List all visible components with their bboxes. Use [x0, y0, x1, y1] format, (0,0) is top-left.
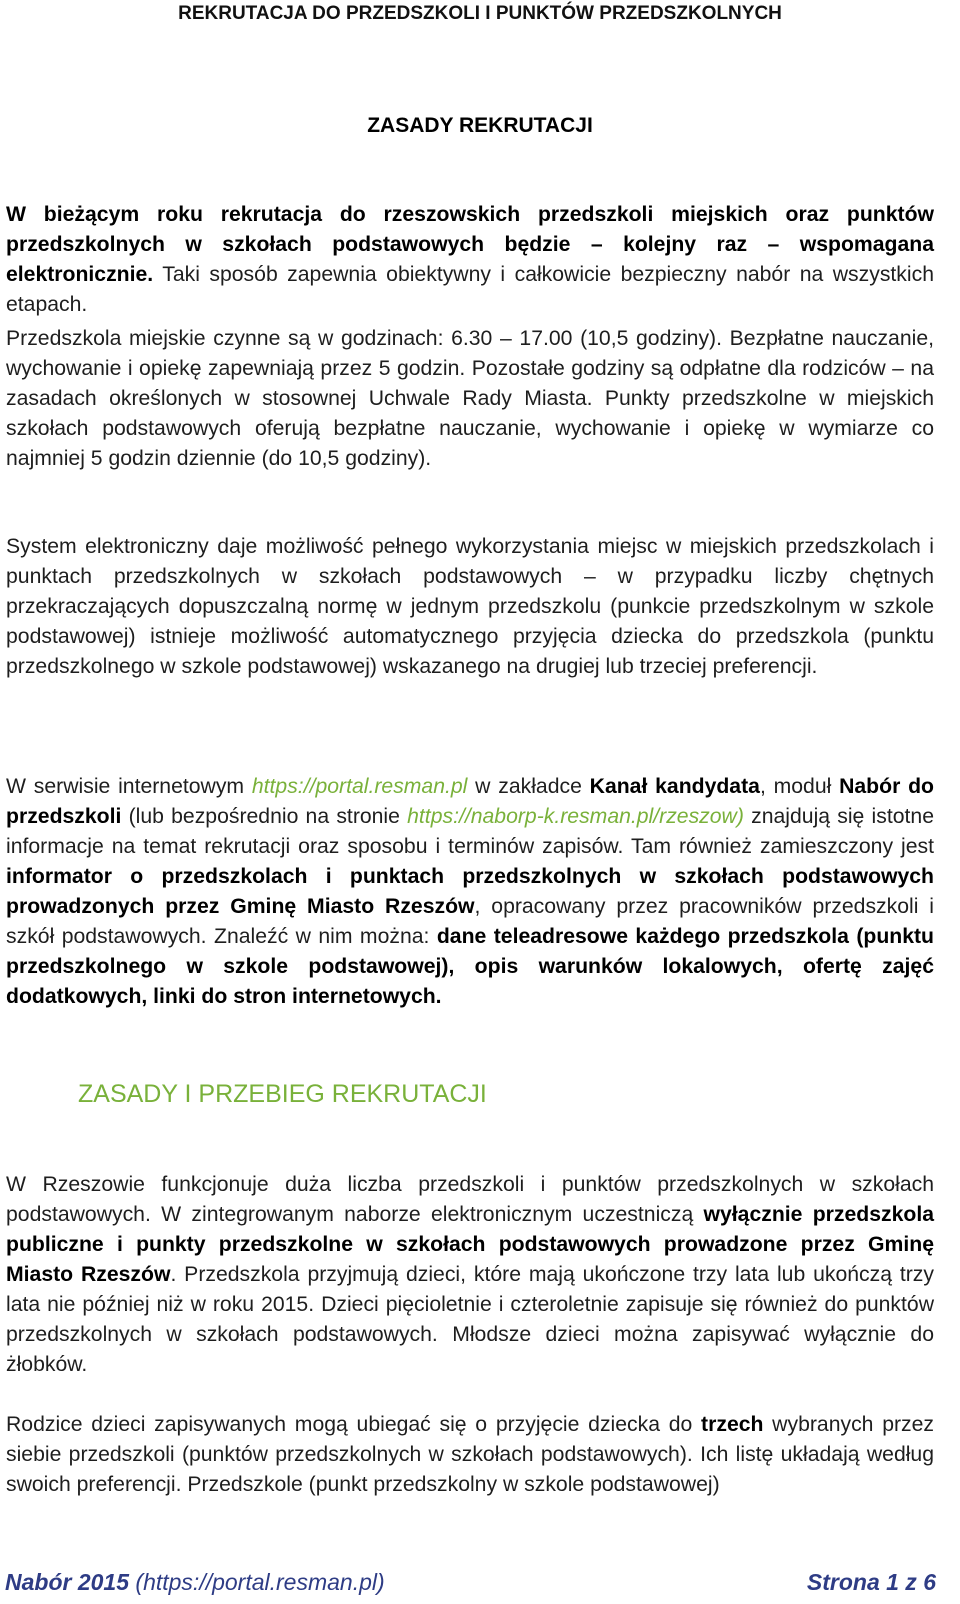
- footer-nabor: Nabór 2015: [5, 1569, 130, 1595]
- text-span: (lub bezpośrednio na stronie: [121, 805, 408, 828]
- naborp-link[interactable]: https://naborp-k.resman.pl/rzeszow): [407, 805, 744, 828]
- nabor-bold: Nabór do przedszkoli: [6, 775, 934, 828]
- trzech-bold: trzech: [701, 1413, 764, 1436]
- intro-bold-text: W bieżącym roku rekrutacja do rzeszowskich przedszkoli miejskich oraz punktów przedszkolnych w szkołach podstawowych będzie – kolejny raz – wspomagana elektronicznie.: [6, 203, 934, 286]
- footer-portal-url: (https://portal.resman.pl): [129, 1569, 385, 1595]
- section-title-zasady-i-przebieg: ZASADY I PRZEBIEG REKRUTACJI: [78, 1080, 487, 1108]
- paragraph-intro: [6, 200, 934, 320]
- footer-left: [5, 1569, 385, 1596]
- paragraph-rzeszow: [6, 1170, 934, 1380]
- text-span: Rodzice dzieci zapisywanych mogą ubiegać się o przyjęcie dziecka do: [6, 1413, 702, 1436]
- text-span: wybranych przez siebie przedszkoli (punktów przedszkolnych w szkołach podstawowych). Ich listę układają według swoich preferencji. Przedszkole (punkt przedszkolny w szkole podstawowej): [6, 1413, 935, 1496]
- kanal-kandydata-bold: Kanał kandydata: [589, 775, 760, 798]
- text-span: , opracowany przez pracowników przedszkoli i szkół podstawowych. Znaleźć w nim można:: [6, 895, 935, 948]
- text-span: W Rzeszowie funkcjonuje duża liczba przedszkoli i punktów przedszkolnych w szkołach podstawowych. W zintegrowanym naborze elektronicznym uczestniczą: [6, 1173, 934, 1226]
- paragraph-system: System elektroniczny daje możliwość pełnego wykorzystania miejsc w miejskich przedszkolach i punktach przedszkolnych w szkołach podstawowych – w przypadku liczby chętnych przekraczających dopuszczalną normę w jednym przedszkolu (punkcie przedszkolnym w szkole podstawowej) istnieje możliwość automatycznego przyjęcia dziecka do przedszkola (punktu przedszkolnego w szkole podstawowej) wskazanego na drugiej lub trzeciej preferencji.: [6, 535, 934, 678]
- paragraph-portal: [6, 772, 934, 1012]
- paragraph-parents: [6, 1410, 934, 1500]
- text-span: , moduł: [759, 775, 840, 798]
- wylacznie-bold: wyłącznie przedszkola publiczne i punkty przedszkolne w szkołach podstawowych prowadzone przez Gminę Miasto Rzeszów: [6, 1203, 934, 1286]
- text-span: . Przedszkola przyjmują dzieci, które mają ukończone trzy lata lub ukończą trzy lata nie później niż w roku 2015. Dzieci pięcioletnie i czteroletnie zapisuje się również do punktów przedszkolnych w szkołach podstawowych. Młodsze dzieci można zapisywać wyłącznie do żłobków.: [6, 1263, 934, 1376]
- dane-bold: dane teleadresowe każdego przedszkola (punktu przedszkolnego w szkole podstawowej), opis warunków lokalowych, ofertę zajęć dodatkowych, linki do stron internetowych.: [6, 925, 934, 1008]
- section-title-zasady-rekrutacji: ZASADY REKRUTACJI: [367, 114, 593, 137]
- text-span: w zakładce: [467, 775, 590, 798]
- page-number: Strona 1 z 6: [806, 1569, 936, 1595]
- informator-bold: informator o przedszkolach i punktach przedszkolnych w szkołach podstawowych prowadzonych przez Gminę Miasto Rzeszów: [6, 865, 934, 918]
- intro-text: Taki sposób zapewnia obiektywny i całkowicie bezpieczny nabór na wszystkich etapach.: [6, 263, 934, 316]
- text-span: W serwisie internetowym: [6, 775, 252, 798]
- text-span: znajdują się istotne informacje na temat rekrutacji oraz sposobu i terminów zapisów. Tam również zamieszczony jest: [6, 805, 934, 858]
- page-header: REKRUTACJA DO PRZEDSZKOLI I PUNKTÓW PRZEDSZKOLNYCH: [178, 3, 782, 24]
- paragraph-opening-hours: Przedszkola miejskie czynne są w godzinach: 6.30 – 17.00 (10,5 godziny). Bezpłatne nauczanie, wychowanie i opiekę zapewniają przez 5 godzin. Pozostałe godziny są odpłatne dla rodziców – na zasadach określonych w stosownej Uchwale Rady Miasta. Punkty przedszkolne w miejskich szkołach podstawowych oferują bezpłatne nauczanie, wychowanie i opiekę w wymiarze co najmniej 5 godzin dziennie (do 10,5 godziny).: [6, 327, 934, 470]
- portal-link[interactable]: https://portal.resman.pl: [251, 775, 468, 798]
